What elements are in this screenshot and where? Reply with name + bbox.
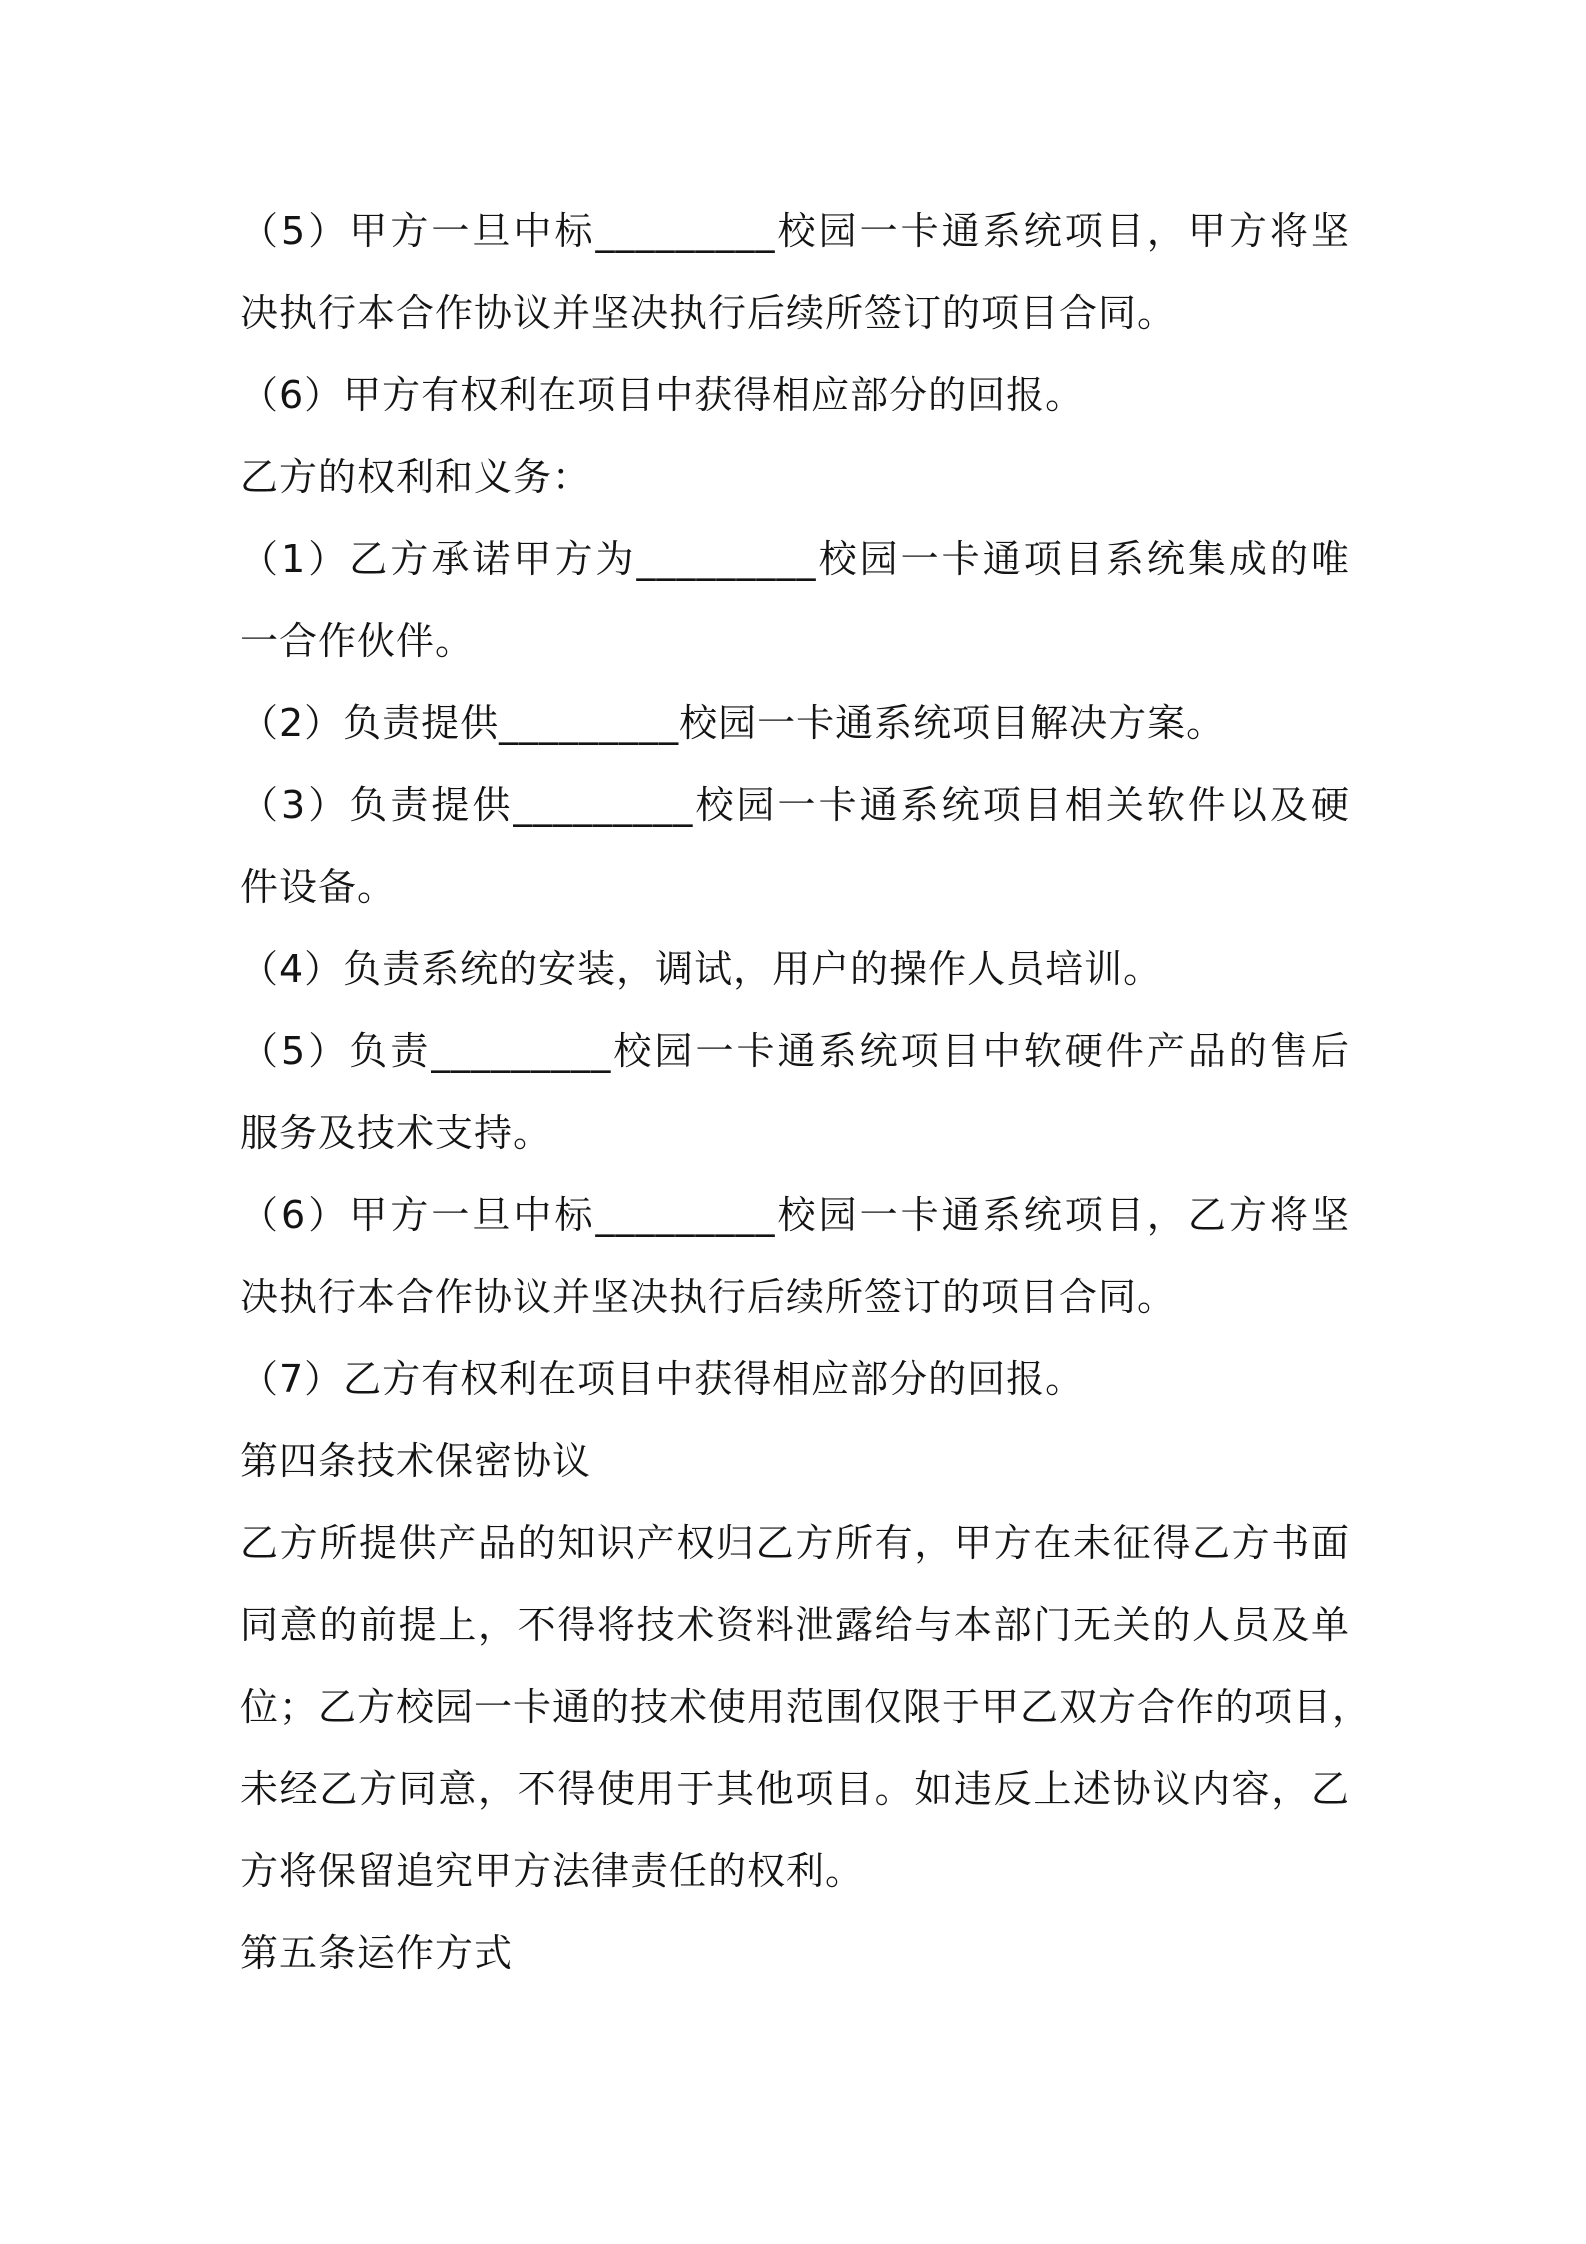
document-body (240, 190, 1372, 1994)
clause-party-b-1-line-1: （1）乙方承诺甲方为_________校园一卡通项目系统集成的唯 (240, 537, 1350, 581)
clause-party-b-5-line-2: 服务及技术支持。 (240, 1111, 553, 1155)
article-4-paragraph-line-1: 乙方所提供产品的知识产权归乙方所有，甲方在未征得乙方书面 (240, 1521, 1350, 1565)
clause-party-b-1-line-2: 一合作伙伴。 (240, 619, 475, 663)
clause-party-b-6-line-2: 决执行本合作协议并坚决执行后续所签订的项目合同。 (240, 1275, 1177, 1319)
clause-party-a-6: （6）甲方有权利在项目中获得相应部分的回报。 (240, 373, 1085, 417)
section-heading-party-b-rights: 乙方的权利和义务： (240, 455, 592, 499)
clause-party-b-7: （7）乙方有权利在项目中获得相应部分的回报。 (240, 1357, 1085, 1401)
clause-party-b-5-line-1: （5）负责_________校园一卡通系统项目中软硬件产品的售后 (240, 1029, 1350, 1073)
article-4-paragraph-line-2: 同意的前提上，不得将技术资料泄露给与本部门无关的人员及单 (240, 1603, 1350, 1647)
clause-party-b-2: （2）负责提供_________校园一卡通系统项目解决方案。 (240, 701, 1226, 745)
article-4-heading: 第四条技术保密协议 (240, 1439, 592, 1483)
clause-party-b-4: （4）负责系统的安装，调试，用户的操作人员培训。 (240, 947, 1163, 991)
article-5-heading: 第五条运作方式 (240, 1931, 514, 1975)
clause-party-b-3-line-1: （3）负责提供_________校园一卡通系统项目相关软件以及硬 (240, 783, 1350, 827)
clause-party-b-3-line-2: 件设备。 (240, 865, 397, 909)
article-4-paragraph-line-5: 方将保留追究甲方法律责任的权利。 (240, 1849, 865, 1893)
clause-party-a-5-line-2: 决执行本合作协议并坚决执行后续所签订的项目合同。 (240, 291, 1177, 335)
clause-party-a-5-line-1: （5）甲方一旦中标_________校园一卡通系统项目，甲方将坚 (240, 209, 1350, 253)
article-4-paragraph-line-3: 位；乙方校园一卡通的技术使用范围仅限于甲乙双方合作的项目， (240, 1685, 1372, 1729)
clause-party-b-6-line-1: （6）甲方一旦中标_________校园一卡通系统项目，乙方将坚 (240, 1193, 1350, 1237)
article-4-paragraph-line-4: 未经乙方同意，不得使用于其他项目。如违反上述协议内容，乙 (240, 1767, 1350, 1811)
